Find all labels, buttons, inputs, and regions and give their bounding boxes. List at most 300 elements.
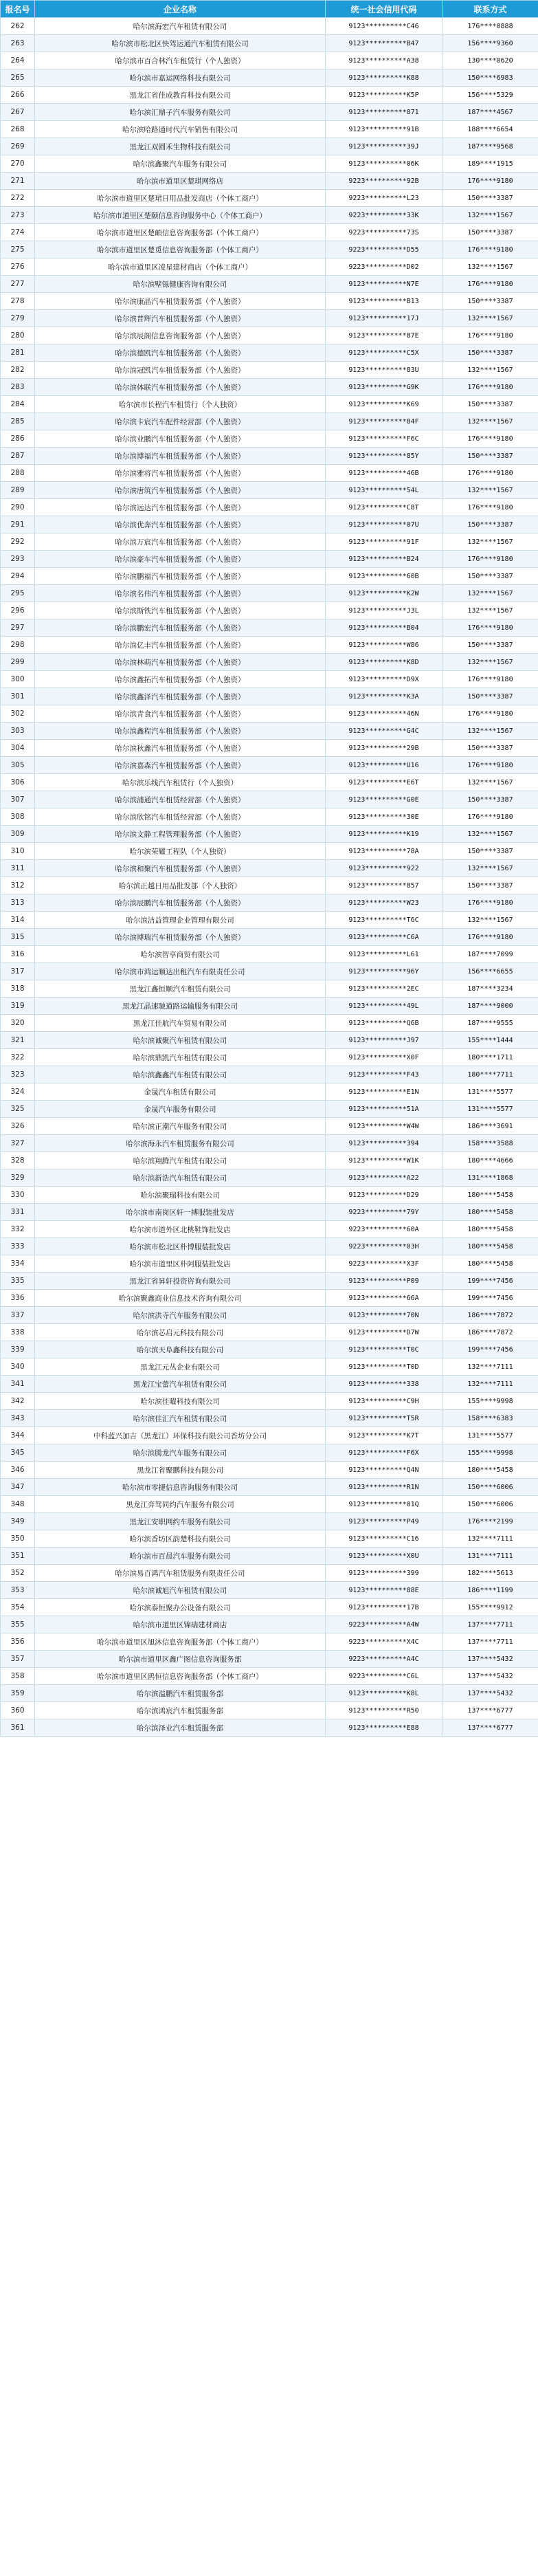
company-name-cell: 哈尔滨市道里区旭沐信息咨询服务部（个体工商户）	[35, 1633, 326, 1651]
registration-no-cell: 344	[1, 1427, 35, 1444]
credit-code-cell: 9123**********G4C	[326, 723, 442, 740]
table-row	[1, 568, 538, 585]
registration-no-cell: 323	[1, 1066, 35, 1083]
company-name-cell: 哈尔滨康晶汽车租赁服务部（个人独资）	[35, 293, 326, 310]
registration-no-cell: 293	[1, 551, 35, 568]
header-row	[1, 1, 538, 18]
table-row	[1, 173, 538, 190]
contact-cell: 180****5458	[442, 1255, 538, 1273]
table-row	[1, 448, 538, 465]
table-row	[1, 860, 538, 877]
table-row	[1, 1633, 538, 1651]
table-row	[1, 723, 538, 740]
registration-no-cell: 317	[1, 963, 35, 980]
table-row	[1, 1599, 538, 1616]
table-row	[1, 516, 538, 533]
registration-no-cell: 338	[1, 1324, 35, 1341]
credit-code-cell: 9123**********A22	[326, 1169, 442, 1187]
company-name-cell: 哈尔滨鑫聚汽车服务有限公司	[35, 155, 326, 173]
table-row	[1, 654, 538, 671]
contact-cell: 187****3234	[442, 980, 538, 998]
table-row	[1, 1049, 538, 1066]
table-row	[1, 379, 538, 396]
registration-no-cell: 337	[1, 1307, 35, 1324]
contact-cell: 176****9180	[442, 379, 538, 396]
contact-cell: 186****7872	[442, 1324, 538, 1341]
table-row	[1, 619, 538, 637]
company-name-cell: 黑龙江省昇轩投资咨询有限公司	[35, 1273, 326, 1290]
company-name-cell: 哈尔滨易百鸿汽车租赁服务有限责任公司	[35, 1565, 326, 1582]
registration-no-cell: 319	[1, 998, 35, 1015]
table-row	[1, 52, 538, 69]
contact-cell: 150****3387	[442, 791, 538, 808]
credit-code-cell: 9123**********K3A	[326, 688, 442, 705]
table-row	[1, 757, 538, 774]
company-name-cell: 哈尔滨聚鑫商业信息技术咨询有限公司	[35, 1290, 326, 1307]
registration-no-cell: 281	[1, 344, 35, 362]
credit-code-cell: 9223**********D02	[326, 258, 442, 276]
credit-code-cell: 9123**********857	[326, 877, 442, 894]
credit-code-cell: 9123**********E88	[326, 1719, 442, 1737]
registration-no-cell: 289	[1, 482, 35, 499]
table-row	[1, 963, 538, 980]
table-row	[1, 894, 538, 912]
company-name-cell: 哈尔滨雅将汽车租赁服务部（个人独资）	[35, 465, 326, 482]
credit-code-cell: 9123**********338	[326, 1376, 442, 1393]
company-name-cell: 哈尔滨诚聚汽车租赁有限公司	[35, 1032, 326, 1049]
company-name-cell: 黑龙江省佳成教育科技有限公司	[35, 87, 326, 104]
credit-code-cell: 9223**********92B	[326, 173, 442, 190]
contact-cell: 176****9180	[442, 894, 538, 912]
company-name-cell: 哈尔滨泰恒聚办公设备有限公司	[35, 1599, 326, 1616]
registration-no-cell: 322	[1, 1049, 35, 1066]
header-contact: 联系方式	[442, 1, 538, 18]
registration-no-cell: 299	[1, 654, 35, 671]
registration-no-cell: 327	[1, 1135, 35, 1152]
table-row	[1, 808, 538, 826]
registration-no-cell: 353	[1, 1582, 35, 1599]
credit-code-cell: 9123**********J3L	[326, 602, 442, 619]
contact-cell: 176****9180	[442, 929, 538, 946]
company-name-cell: 哈尔滨鑫泽汽车租赁服务部（个人独资）	[35, 688, 326, 705]
company-name-cell: 哈尔滨冠凯汽车租赁服务部（个人独资）	[35, 362, 326, 379]
registration-no-cell: 309	[1, 826, 35, 843]
company-name-cell: 哈尔滨洪寺汽车服务有限公司	[35, 1307, 326, 1324]
table-row	[1, 929, 538, 946]
company-name-cell: 黑龙江元丛企业有限公司	[35, 1358, 326, 1376]
company-name-cell: 哈尔滨浦通汽车租赁经营部（个人独资）	[35, 791, 326, 808]
registration-no-cell: 358	[1, 1668, 35, 1685]
registration-no-cell: 308	[1, 808, 35, 826]
table-row	[1, 69, 538, 87]
company-name-cell: 哈尔滨辰鹏汽车租赁服务部（个人独资）	[35, 894, 326, 912]
contact-cell: 180****5458	[442, 1221, 538, 1238]
table-row	[1, 155, 538, 173]
contact-cell: 132****1567	[442, 482, 538, 499]
registration-no-cell: 302	[1, 705, 35, 723]
table-row	[1, 327, 538, 344]
contact-cell: 150****3387	[442, 448, 538, 465]
registration-no-cell: 297	[1, 619, 35, 637]
table-row	[1, 1238, 538, 1255]
company-name-cell: 黑龙江省聚鹏科技有限公司	[35, 1462, 326, 1479]
credit-code-cell: 9123**********46N	[326, 705, 442, 723]
contact-cell: 199****7456	[442, 1341, 538, 1358]
contact-cell: 180****7711	[442, 1066, 538, 1083]
company-name-cell: 哈尔滨海永汽车租赁服务有限公司	[35, 1135, 326, 1152]
registration-no-cell: 274	[1, 224, 35, 241]
contact-cell: 156****5329	[442, 87, 538, 104]
contact-cell: 186****1199	[442, 1582, 538, 1599]
table-row	[1, 138, 538, 155]
table-row	[1, 1169, 538, 1187]
table-row	[1, 1066, 538, 1083]
contact-cell: 176****9180	[442, 430, 538, 448]
company-name-cell: 哈尔滨市道里区锦瑞建材商店	[35, 1616, 326, 1633]
credit-code-cell: 9123**********29B	[326, 740, 442, 757]
table-row	[1, 980, 538, 998]
company-name-cell: 哈尔滨唐筑汽车租赁服务部（个人独资）	[35, 482, 326, 499]
table-row	[1, 740, 538, 757]
registration-no-cell: 356	[1, 1633, 35, 1651]
registration-no-cell: 315	[1, 929, 35, 946]
table-row	[1, 1255, 538, 1273]
table-row	[1, 241, 538, 258]
table-row	[1, 258, 538, 276]
company-name-cell: 哈尔滨优奔汽车租赁服务部（个人独资）	[35, 516, 326, 533]
company-name-cell: 哈尔滨壁铄健康咨询有限公司	[35, 276, 326, 293]
company-name-cell: 哈尔滨荣耀工程队（个人独资）	[35, 843, 326, 860]
credit-code-cell: 9123**********C6A	[326, 929, 442, 946]
contact-cell: 199****7456	[442, 1273, 538, 1290]
contact-cell: 187****9555	[442, 1015, 538, 1032]
registration-no-cell: 312	[1, 877, 35, 894]
credit-code-cell: 9223**********C6L	[326, 1668, 442, 1685]
registration-no-cell: 314	[1, 912, 35, 929]
company-name-cell: 哈尔滨博瑞汽车租赁服务部（个人独资）	[35, 929, 326, 946]
company-name-cell: 哈尔滨市道里区凌星建材商店（个体工商户）	[35, 258, 326, 276]
contact-cell: 150****3387	[442, 293, 538, 310]
contact-cell: 132****1567	[442, 826, 538, 843]
company-name-cell: 金晟汽车服务有限公司	[35, 1101, 326, 1118]
contact-cell: 150****3387	[442, 396, 538, 413]
table-row	[1, 1032, 538, 1049]
table-row	[1, 1548, 538, 1565]
header-credit-code: 统一社会信用代码	[326, 1, 442, 18]
registration-no-cell: 330	[1, 1187, 35, 1204]
registration-no-cell: 357	[1, 1651, 35, 1668]
registration-no-cell: 262	[1, 18, 35, 35]
contact-cell: 150****3387	[442, 516, 538, 533]
contact-cell: 156****6655	[442, 963, 538, 980]
table-row	[1, 1702, 538, 1719]
credit-code-cell: 9123**********96Y	[326, 963, 442, 980]
registration-no-cell: 291	[1, 516, 35, 533]
company-name-cell: 哈尔滨市道里区楚觅信息咨询服务部（个体工商户）	[35, 241, 326, 258]
company-name-cell: 哈尔滨正越日用品批发部（个人独资）	[35, 877, 326, 894]
contact-cell: 137****5432	[442, 1685, 538, 1702]
company-name-cell: 哈尔滨翔腾汽车租赁有限公司	[35, 1152, 326, 1169]
company-name-cell: 哈尔滨亿丰汽车租赁服务部（个人独资）	[35, 637, 326, 654]
credit-code-cell: 9123**********W1K	[326, 1152, 442, 1169]
table-row	[1, 87, 538, 104]
credit-code-cell: 9123**********A38	[326, 52, 442, 69]
credit-code-cell: 9123**********C8T	[326, 499, 442, 516]
credit-code-cell: 9123**********L61	[326, 946, 442, 963]
credit-code-cell: 9123**********17J	[326, 310, 442, 327]
credit-code-cell: 9123**********R1N	[326, 1479, 442, 1496]
table-row	[1, 1513, 538, 1530]
company-name-cell: 哈尔滨市道里区楚珺日用品批发商店（个体工商户）	[35, 190, 326, 207]
contact-cell: 155****9998	[442, 1393, 538, 1410]
credit-code-cell: 9123**********K2W	[326, 585, 442, 602]
table-row	[1, 946, 538, 963]
credit-code-cell: 9123**********06K	[326, 155, 442, 173]
credit-code-cell: 9123**********J97	[326, 1032, 442, 1049]
registration-no-cell: 329	[1, 1169, 35, 1187]
contact-cell: 137****6777	[442, 1702, 538, 1719]
table-row	[1, 585, 538, 602]
credit-code-cell: 9123**********84F	[326, 413, 442, 430]
company-name-cell: 哈尔滨豪车汽车租赁服务部（个人独资）	[35, 551, 326, 568]
table-row	[1, 430, 538, 448]
contact-cell: 150****3387	[442, 344, 538, 362]
contact-cell: 137****5432	[442, 1668, 538, 1685]
company-name-cell: 哈尔滨和聚汽车租赁服务部（个人独资）	[35, 860, 326, 877]
contact-cell: 182****5613	[442, 1565, 538, 1582]
table-row	[1, 1118, 538, 1135]
table-row	[1, 293, 538, 310]
credit-code-cell: 9123**********T5R	[326, 1410, 442, 1427]
credit-code-cell: 9123**********P09	[326, 1273, 442, 1290]
contact-cell: 150****6983	[442, 69, 538, 87]
company-name-cell: 哈尔滨德凯汽车租赁服务部（个人独资）	[35, 344, 326, 362]
table-row	[1, 688, 538, 705]
credit-code-cell: 9223**********L23	[326, 190, 442, 207]
registration-no-cell: 272	[1, 190, 35, 207]
contact-cell: 155****9912	[442, 1599, 538, 1616]
contact-cell: 132****1567	[442, 912, 538, 929]
company-name-cell: 哈尔滨体联汽车租赁服务部（个人独资）	[35, 379, 326, 396]
registration-no-cell: 328	[1, 1152, 35, 1169]
registration-no-cell: 307	[1, 791, 35, 808]
credit-code-cell: 9123**********399	[326, 1565, 442, 1582]
company-name-cell: 哈尔滨佳汇汽车租赁有限公司	[35, 1410, 326, 1427]
table-row	[1, 1187, 538, 1204]
company-name-cell: 哈尔滨市鸿运顺达出租汽车有限责任公司	[35, 963, 326, 980]
company-name-cell: 哈尔滨市南岗区轩一搏服装批发店	[35, 1204, 326, 1221]
registration-no-cell: 342	[1, 1393, 35, 1410]
registration-no-cell: 336	[1, 1290, 35, 1307]
credit-code-cell: 9223**********X4C	[326, 1633, 442, 1651]
company-name-cell: 哈尔滨嘉森汽车租赁服务部（个人独资）	[35, 757, 326, 774]
company-name-cell: 哈尔滨鹏宏汽车租赁服务部（个人独资）	[35, 619, 326, 637]
company-name-cell: 哈尔滨秋鑫汽车租赁服务部（个人独资）	[35, 740, 326, 757]
contact-cell: 187****9568	[442, 138, 538, 155]
registration-no-cell: 305	[1, 757, 35, 774]
contact-cell: 176****9180	[442, 241, 538, 258]
contact-cell: 186****3691	[442, 1118, 538, 1135]
company-name-cell: 哈尔滨市长程汽车租赁行（个人独资）	[35, 396, 326, 413]
company-name-cell: 哈尔滨市道里区楚颐信息咨询服务中心（个体工商户）	[35, 207, 326, 224]
credit-code-cell: 9123**********W4W	[326, 1118, 442, 1135]
table-row	[1, 1376, 538, 1393]
contact-cell: 131****5577	[442, 1427, 538, 1444]
registration-no-cell: 265	[1, 69, 35, 87]
contact-cell: 150****6006	[442, 1496, 538, 1513]
company-name-cell: 黑龙江安职网约车服务有限公司	[35, 1513, 326, 1530]
company-name-cell: 哈尔滨卡宸汽车配件经营部（个人独资）	[35, 413, 326, 430]
table-row	[1, 1444, 538, 1462]
credit-code-cell: 9123**********G0E	[326, 791, 442, 808]
contact-cell: 176****9180	[442, 551, 538, 568]
company-name-cell: 哈尔滨远达汽车租赁服务部（个人独资）	[35, 499, 326, 516]
table-row	[1, 774, 538, 791]
credit-code-cell: 9123**********B24	[326, 551, 442, 568]
company-name-cell: 哈尔滨博福汽车租赁服务部（个人独资）	[35, 448, 326, 465]
table-row	[1, 826, 538, 843]
contact-cell: 150****3387	[442, 190, 538, 207]
table-row	[1, 1582, 538, 1599]
credit-code-cell: 9123**********87E	[326, 327, 442, 344]
company-name-cell: 哈尔滨林萌汽车租赁服务部（个人独资）	[35, 654, 326, 671]
table-row	[1, 35, 538, 52]
contact-cell: 132****1567	[442, 585, 538, 602]
credit-code-cell: 9123**********39J	[326, 138, 442, 155]
registration-no-cell: 263	[1, 35, 35, 52]
contact-cell: 176****9180	[442, 808, 538, 826]
registration-no-cell: 311	[1, 860, 35, 877]
table-row	[1, 637, 538, 654]
registration-no-cell: 350	[1, 1530, 35, 1548]
table-row	[1, 1530, 538, 1548]
registration-no-cell: 300	[1, 671, 35, 688]
contact-cell: 132****7111	[442, 1358, 538, 1376]
table-row	[1, 413, 538, 430]
registration-no-cell: 303	[1, 723, 35, 740]
company-name-cell: 哈尔滨鑫拓汽车租赁服务部（个人独资）	[35, 671, 326, 688]
registration-no-cell: 304	[1, 740, 35, 757]
registration-no-cell: 267	[1, 104, 35, 121]
table-row	[1, 705, 538, 723]
table-row	[1, 310, 538, 327]
table-row	[1, 104, 538, 121]
contact-cell: 176****9180	[442, 276, 538, 293]
credit-code-cell: 9223**********73S	[326, 224, 442, 241]
contact-cell: 155****1444	[442, 1032, 538, 1049]
credit-code-cell: 9123**********T6C	[326, 912, 442, 929]
registration-no-cell: 276	[1, 258, 35, 276]
contact-cell: 180****5458	[442, 1238, 538, 1255]
registration-no-cell: 285	[1, 413, 35, 430]
contact-cell: 150****3387	[442, 568, 538, 585]
registration-no-cell: 316	[1, 946, 35, 963]
table-row	[1, 1565, 538, 1582]
contact-cell: 137****5432	[442, 1651, 538, 1668]
credit-code-cell: 9123**********B04	[326, 619, 442, 637]
registration-no-cell: 339	[1, 1341, 35, 1358]
credit-code-cell: 9223**********79Y	[326, 1204, 442, 1221]
registration-no-cell: 324	[1, 1083, 35, 1101]
registration-no-cell: 320	[1, 1015, 35, 1032]
table-row	[1, 224, 538, 241]
contact-cell: 150****3387	[442, 843, 538, 860]
credit-code-cell: 9123**********49L	[326, 998, 442, 1015]
company-name-cell: 金晟汽车租赁有限公司	[35, 1083, 326, 1101]
company-name-cell: 哈尔滨聚瑞科技有限公司	[35, 1187, 326, 1204]
credit-code-cell: 9123**********X0F	[326, 1049, 442, 1066]
contact-cell: 137****7711	[442, 1616, 538, 1633]
credit-code-cell: 9123**********K8D	[326, 654, 442, 671]
registration-no-cell: 296	[1, 602, 35, 619]
credit-code-cell: 9123**********C16	[326, 1530, 442, 1548]
table-row	[1, 1273, 538, 1290]
registration-no-cell: 355	[1, 1616, 35, 1633]
contact-cell: 176****9180	[442, 499, 538, 516]
credit-code-cell: 9123**********U16	[326, 757, 442, 774]
credit-code-cell: 9123**********T0C	[326, 1341, 442, 1358]
registration-no-cell: 266	[1, 87, 35, 104]
registration-no-cell: 280	[1, 327, 35, 344]
contact-cell: 131****5577	[442, 1101, 538, 1118]
contact-cell: 176****9180	[442, 327, 538, 344]
contact-cell: 131****1868	[442, 1169, 538, 1187]
company-name-cell: 哈尔滨汇鼎子汽车服务有限公司	[35, 104, 326, 121]
table-row	[1, 551, 538, 568]
table-row	[1, 1719, 538, 1737]
company-name-cell: 哈尔滨市道里区楚琪网络店	[35, 173, 326, 190]
contact-cell: 176****9180	[442, 757, 538, 774]
contact-cell: 132****1567	[442, 654, 538, 671]
registration-no-cell: 349	[1, 1513, 35, 1530]
registration-no-cell: 282	[1, 362, 35, 379]
registration-no-cell: 343	[1, 1410, 35, 1427]
credit-code-cell: 9123**********P49	[326, 1513, 442, 1530]
registration-no-cell: 325	[1, 1101, 35, 1118]
credit-code-cell: 9123**********394	[326, 1135, 442, 1152]
table-row	[1, 190, 538, 207]
contact-cell: 132****1567	[442, 362, 538, 379]
company-name-cell: 哈尔滨洁益管理企业管理有限公司	[35, 912, 326, 929]
credit-code-cell: 9123**********Q4N	[326, 1462, 442, 1479]
table-row	[1, 1324, 538, 1341]
company-name-cell: 黑龙江佳航汽车贸易有限公司	[35, 1015, 326, 1032]
registration-no-cell: 269	[1, 138, 35, 155]
credit-code-cell: 9123**********91B	[326, 121, 442, 138]
table-body	[1, 18, 538, 1737]
table-row	[1, 1341, 538, 1358]
contact-cell: 132****7111	[442, 1376, 538, 1393]
company-name-cell: 黑龙江鑫恒顺汽车租赁有限公司	[35, 980, 326, 998]
contact-cell: 137****7711	[442, 1633, 538, 1651]
company-name-cell: 哈尔滨腾龙汽车服务有限公司	[35, 1444, 326, 1462]
registration-no-cell: 286	[1, 430, 35, 448]
table-row	[1, 482, 538, 499]
contact-cell: 176****9180	[442, 705, 538, 723]
table-row	[1, 843, 538, 860]
contact-cell: 187****9000	[442, 998, 538, 1015]
contact-cell: 176****2199	[442, 1513, 538, 1530]
contact-cell: 158****6383	[442, 1410, 538, 1427]
table-row	[1, 1152, 538, 1169]
company-name-cell: 哈尔滨溢鹏汽车租赁服务部	[35, 1685, 326, 1702]
contact-cell: 187****4567	[442, 104, 538, 121]
credit-code-cell: 9123**********871	[326, 104, 442, 121]
company-name-cell: 哈尔滨泽业汽车租赁服务部	[35, 1719, 326, 1737]
header-registration-no: 报名号	[1, 1, 35, 18]
company-name-cell: 哈尔滨普辉汽车租赁服务部（个人独资）	[35, 310, 326, 327]
company-name-cell: 哈尔滨业鹏汽车租赁服务部（个人独资）	[35, 430, 326, 448]
